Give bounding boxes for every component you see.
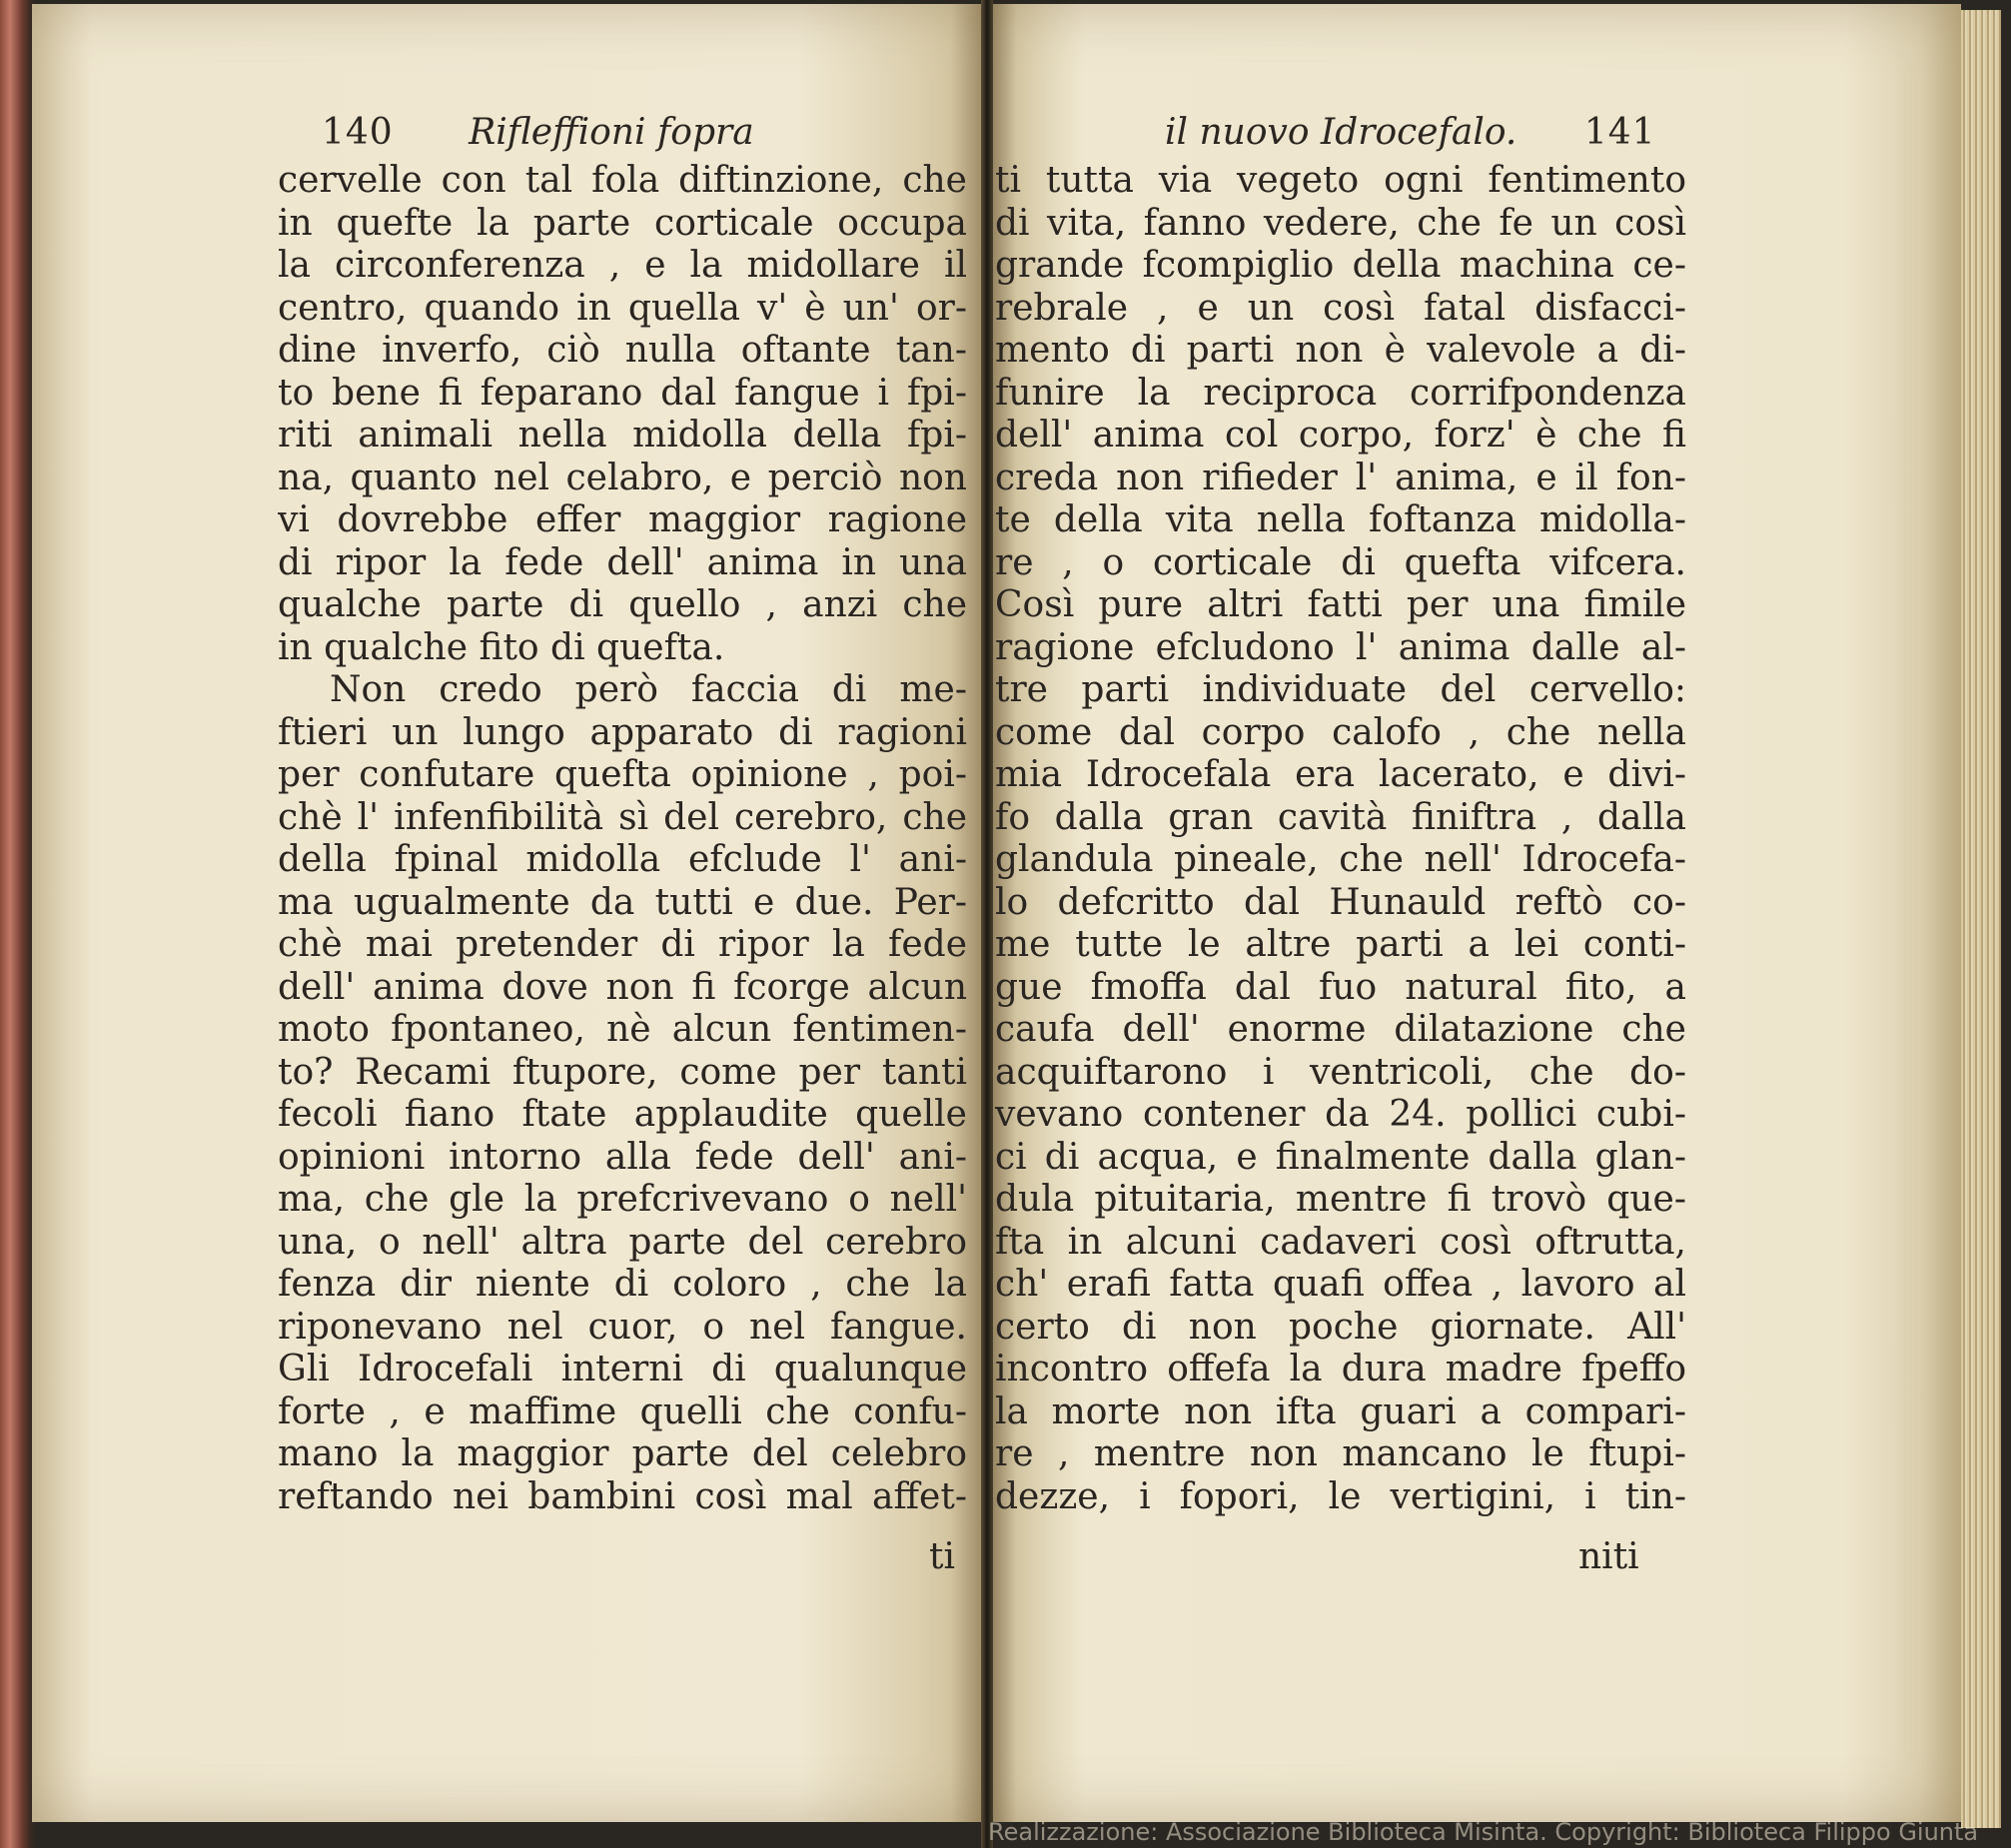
right-catchword: niti [1578, 1536, 1639, 1577]
right-page-line: ci di acqua, e finalmente dalla glan- [995, 1136, 1686, 1178]
left-page-line: una, o nell' altra parte del cerebro [278, 1221, 967, 1263]
right-page-line: dell' anima col corpo, forz' è che fi [995, 415, 1686, 456]
left-running-head: Rifleffioni fopra [469, 112, 754, 153]
right-page-line: acquiftarono i ventricoli, che do- [995, 1051, 1686, 1093]
right-page-line: gue fmoffa dal fuo natural fito, a [995, 966, 1686, 1008]
right-page-line: vevano contener da 24. pollici cubi- [995, 1094, 1686, 1135]
right-page-text [995, 160, 1686, 1518]
left-page-line: Gli Idrocefali interni di qualunque [278, 1349, 967, 1389]
right-page-line: la morte non ifta guari a compari- [995, 1390, 1686, 1432]
left-page-number: 140 [322, 112, 394, 153]
left-page-line: la circonferenza , e la midollare il [278, 245, 967, 286]
right-page-line: fo dalla gran cavità finiftra , dalla [995, 796, 1686, 838]
left-page-line: dell' anima dove non fi fcorge alcun [278, 966, 967, 1008]
left-page-line: reftando nei bambini così mal affet- [278, 1475, 967, 1517]
right-page-line: incontro offefa la dura madre fpeffo [995, 1349, 1686, 1389]
left-page-line: ma, che gle la prefcrivevano o nell' [278, 1179, 967, 1220]
right-page-line: dezze, i fopori, le vertigini, i tin- [995, 1475, 1686, 1517]
right-page-line: glandula pineale, che nell' Idrocefa- [995, 839, 1686, 880]
right-page-line: tre parti individuate del cervello: [995, 669, 1686, 710]
left-page-line: riti animali nella midolla della fpi- [278, 415, 967, 456]
right-page-line: come dal corpo calofo , che nella [995, 711, 1686, 753]
right-page-number: 141 [1583, 112, 1656, 153]
right-page-line: dula pituitaria, mentre fi trovò que- [995, 1179, 1686, 1220]
left-page-line: mano la maggior parte del celebro [278, 1433, 967, 1474]
book-gutter [981, 0, 993, 1848]
left-page-line: dine inverfo, ciò nulla oftante tan- [278, 330, 967, 371]
right-page-line: re , mentre non mancano le ftupi- [995, 1433, 1686, 1474]
left-page-line: riponevano nel cuor, o nel fangue. [278, 1306, 967, 1348]
left-page-line: chè mai pretender di ripor la fede [278, 924, 967, 965]
right-page-line: Così pure altri fatti per una fimile [995, 584, 1686, 625]
right-page-line: creda non rifieder l' anima, e il fon- [995, 457, 1686, 498]
left-page-line: di ripor la fede dell' anima in una [278, 541, 967, 583]
right-page-line: re , o corticale di quefta vifcera. [995, 541, 1686, 583]
left-page-line: vi dovrebbe effer maggior ragione [278, 499, 967, 540]
right-page-line: di vita, fanno vedere, che fe un così [995, 202, 1686, 244]
right-page-line: caufa dell' enorme dilatazione che [995, 1009, 1686, 1050]
right-page-line: te della vita nella foftanza midolla- [995, 499, 1686, 540]
right-page-line: certo di non poche giornate. All' [995, 1306, 1686, 1348]
right-page-line: lo defcritto dal Hunauld reftò co- [995, 881, 1686, 923]
right-page-line: grande fcompiglio della machina ce- [995, 245, 1686, 286]
right-page-header [1165, 112, 1684, 156]
left-catchword: ti [929, 1536, 955, 1577]
right-page-line: me tutte le altre parti a lei conti- [995, 924, 1686, 965]
left-page-line: chè l' infenfibilità sì del cerebro, che [278, 796, 967, 838]
left-page-line: opinioni intorno alla fede dell' ani- [278, 1136, 967, 1178]
right-page-line: funire la reciproca corrifpondenza [995, 372, 1686, 414]
left-page-line: cervelle con tal fola diftinzione, che [278, 160, 967, 201]
left-page-line: centro, quando in quella v' è un' or- [278, 287, 967, 329]
copyright-credit: Realizzazione: Associazione Biblioteca Misinta. Copyright: Biblioteca Filippo Giunta [988, 1818, 1979, 1846]
left-page-line: to bene fi feparano dal fangue i fpi- [278, 372, 967, 414]
right-page-line: rebrale , e un così fatal disfacci- [995, 287, 1686, 329]
page-edges [1961, 10, 2001, 1828]
left-page-line: forte , e maffime quelli che confu- [278, 1390, 967, 1432]
left-page-line: in qualche fito di quefta. [278, 626, 725, 668]
left-page-line: Non credo però faccia di me- [330, 669, 967, 710]
right-page-line: mento di parti non è valevole a di- [995, 330, 1686, 371]
left-page-line: to? Recami ftupore, come per tanti [278, 1051, 967, 1093]
left-page-line: ma ugualmente da tutti e due. Per- [278, 881, 967, 923]
left-page-header [322, 112, 961, 156]
left-page-line: in quefte la parte corticale occupa [278, 202, 967, 244]
right-page-line: mia Idrocefala era lacerato, e divi- [995, 754, 1686, 795]
left-page-line: della fpinal midolla efclude l' ani- [278, 839, 967, 880]
left-page-line: ftieri un lungo apparato di ragioni [278, 711, 967, 753]
right-page-line: ragione efcludono l' anima dalle al- [995, 626, 1686, 668]
left-page-line: fenza dir niente di coloro , che la [278, 1264, 967, 1305]
right-page-line: ch' erafi fatta quafi offea , lavoro al [995, 1264, 1686, 1305]
right-page-line: ti tutta via vegeto ogni fentimento [995, 160, 1686, 201]
left-page-line: na, quanto nel celabro, e perciò non [278, 457, 967, 498]
left-page-text [278, 160, 967, 1518]
left-page-line: qualche parte di quello , anzi che [278, 584, 967, 625]
right-page-line: fta in alcuni cadaveri così oftrutta, [995, 1221, 1686, 1263]
left-page-line: moto fpontaneo, nè alcun fentimen- [278, 1009, 967, 1050]
right-running-head: il nuovo Idrocefalo. [1165, 112, 1517, 153]
left-page-line: per confutare quefta opinione , poi- [278, 754, 967, 795]
left-page-line: fecoli fiano ftate applaudite quelle [278, 1094, 967, 1135]
